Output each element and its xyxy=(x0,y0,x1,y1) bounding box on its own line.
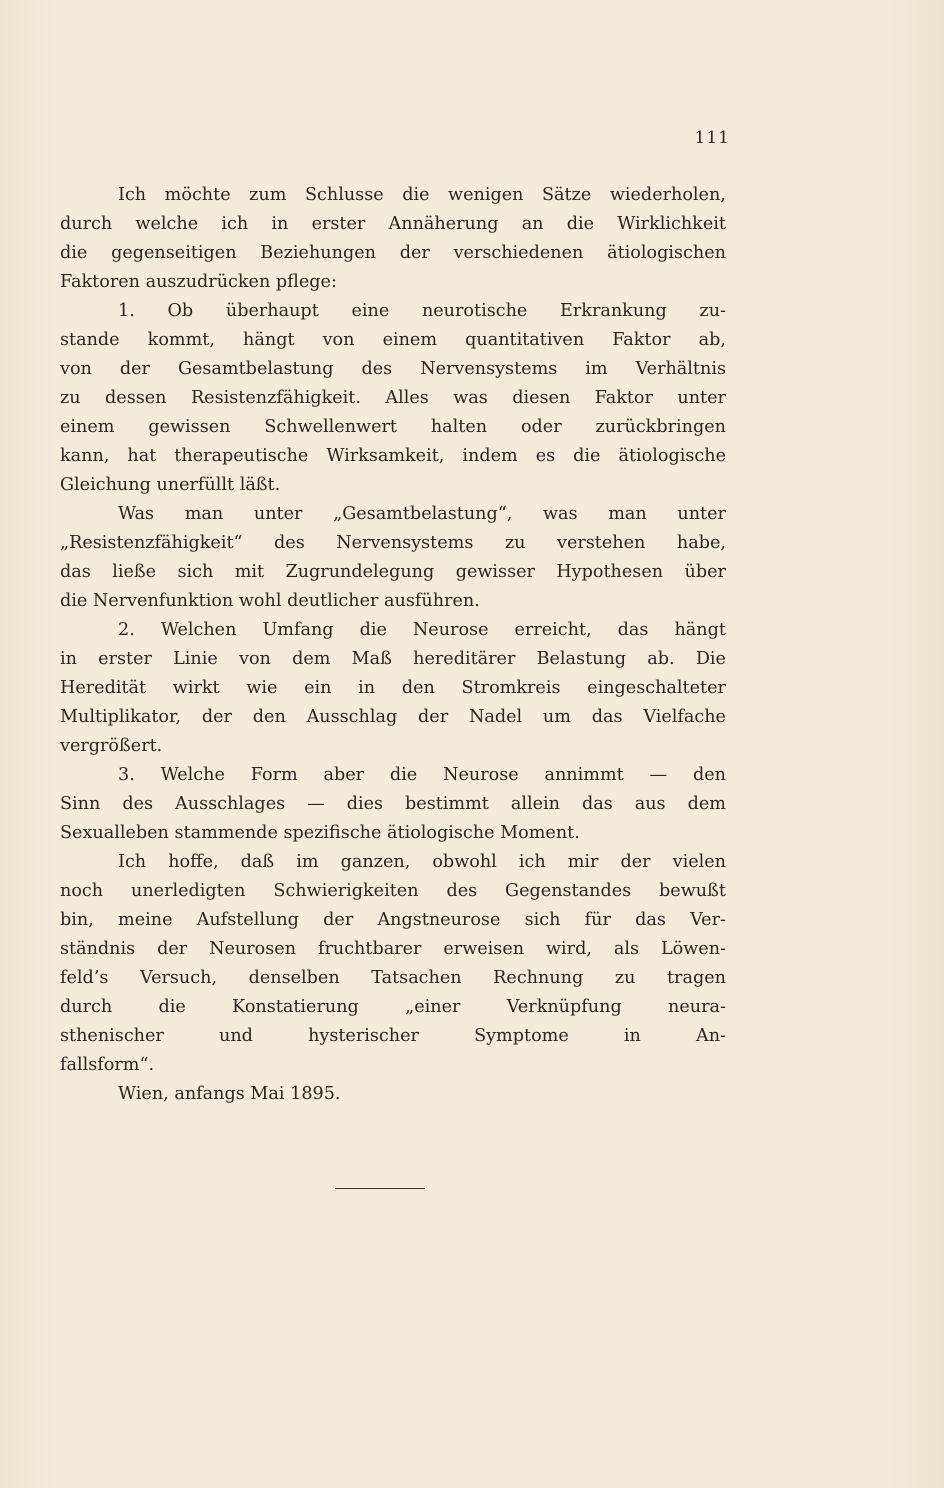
text-line: die Nervenfunktion wohl deutlicher ausführen. xyxy=(60,591,480,611)
text-line: zu dessen Resistenzfähigkeit. Alles was diesen Faktor unter xyxy=(60,388,726,408)
text-line: durch die Konstatierung „einer Verknüpfung neura- xyxy=(60,997,726,1017)
text-line: fallsform“. xyxy=(60,1055,155,1075)
text-line: 3. Welche Form aber die Neurose annimmt — den xyxy=(118,765,726,785)
text-line: noch unerledigten Schwierigkeiten des Gegenstandes bewußt xyxy=(60,881,726,901)
text-line: sthenischer und hysterischer Symptome in An- xyxy=(60,1026,726,1046)
text-line: vergrößert. xyxy=(60,736,163,756)
text-line: Wien, anfangs Mai 1895. xyxy=(118,1084,341,1104)
text-line: durch welche ich in erster Annäherung an die Wirklichkeit xyxy=(60,214,726,234)
body-text xyxy=(60,181,726,1109)
text-line: kann, hat therapeutische Wirksamkeit, indem es die ätiologische xyxy=(60,446,726,466)
text-line: bin, meine Aufstellung der Angstneurose sich für das Ver- xyxy=(60,910,726,930)
text-line: Ich hoffe, daß im ganzen, obwohl ich mir der vielen xyxy=(118,852,726,872)
text-line: in erster Linie von dem Maß hereditärer Belastung ab. Die xyxy=(60,649,726,669)
text-line: Sexualleben stammende spezifische ätiologische Moment. xyxy=(60,823,580,843)
text-line: das ließe sich mit Zugrundelegung gewisser Hypothesen über xyxy=(60,562,726,582)
text-line: Faktoren auszudrücken pflege: xyxy=(60,272,337,292)
text-line: von der Gesamtbelastung des Nervensystems im Verhältnis xyxy=(60,359,726,379)
text-line: „Resistenzfähigkeit“ des Nervensystems zu verstehen habe, xyxy=(60,533,726,553)
text-line: die gegenseitigen Beziehungen der verschiedenen ätiologischen xyxy=(60,243,726,263)
text-line: 1. Ob überhaupt eine neurotische Erkrankung zu- xyxy=(118,301,726,321)
end-rule xyxy=(335,1188,425,1189)
text-line: Multiplikator, der den Ausschlag der Nadel um das Vielfache xyxy=(60,707,726,727)
text-line: ständnis der Neurosen fruchtbarer erweisen wird, als Löwen- xyxy=(60,939,726,959)
text-line: Gleichung unerfüllt läßt. xyxy=(60,475,281,495)
page-number: 111 xyxy=(694,128,730,148)
text-line: feld’s Versuch, denselben Tatsachen Rechnung zu tragen xyxy=(60,968,726,988)
text-line: einem gewissen Schwellenwert halten oder zurückbringen xyxy=(60,417,726,437)
text-line: Sinn des Ausschlages — dies bestimmt allein das aus dem xyxy=(60,794,726,814)
text-line: Ich möchte zum Schlusse die wenigen Sätze wiederholen, xyxy=(118,185,726,205)
text-line: stande kommt, hängt von einem quantitativen Faktor ab, xyxy=(60,330,726,350)
text-line: Heredität wirkt wie ein in den Stromkreis eingeschalteter xyxy=(60,678,726,698)
text-line: 2. Welchen Umfang die Neurose erreicht, das hängt xyxy=(118,620,726,640)
text-line: Was man unter „Gesamtbelastung“, was man unter xyxy=(118,504,726,524)
